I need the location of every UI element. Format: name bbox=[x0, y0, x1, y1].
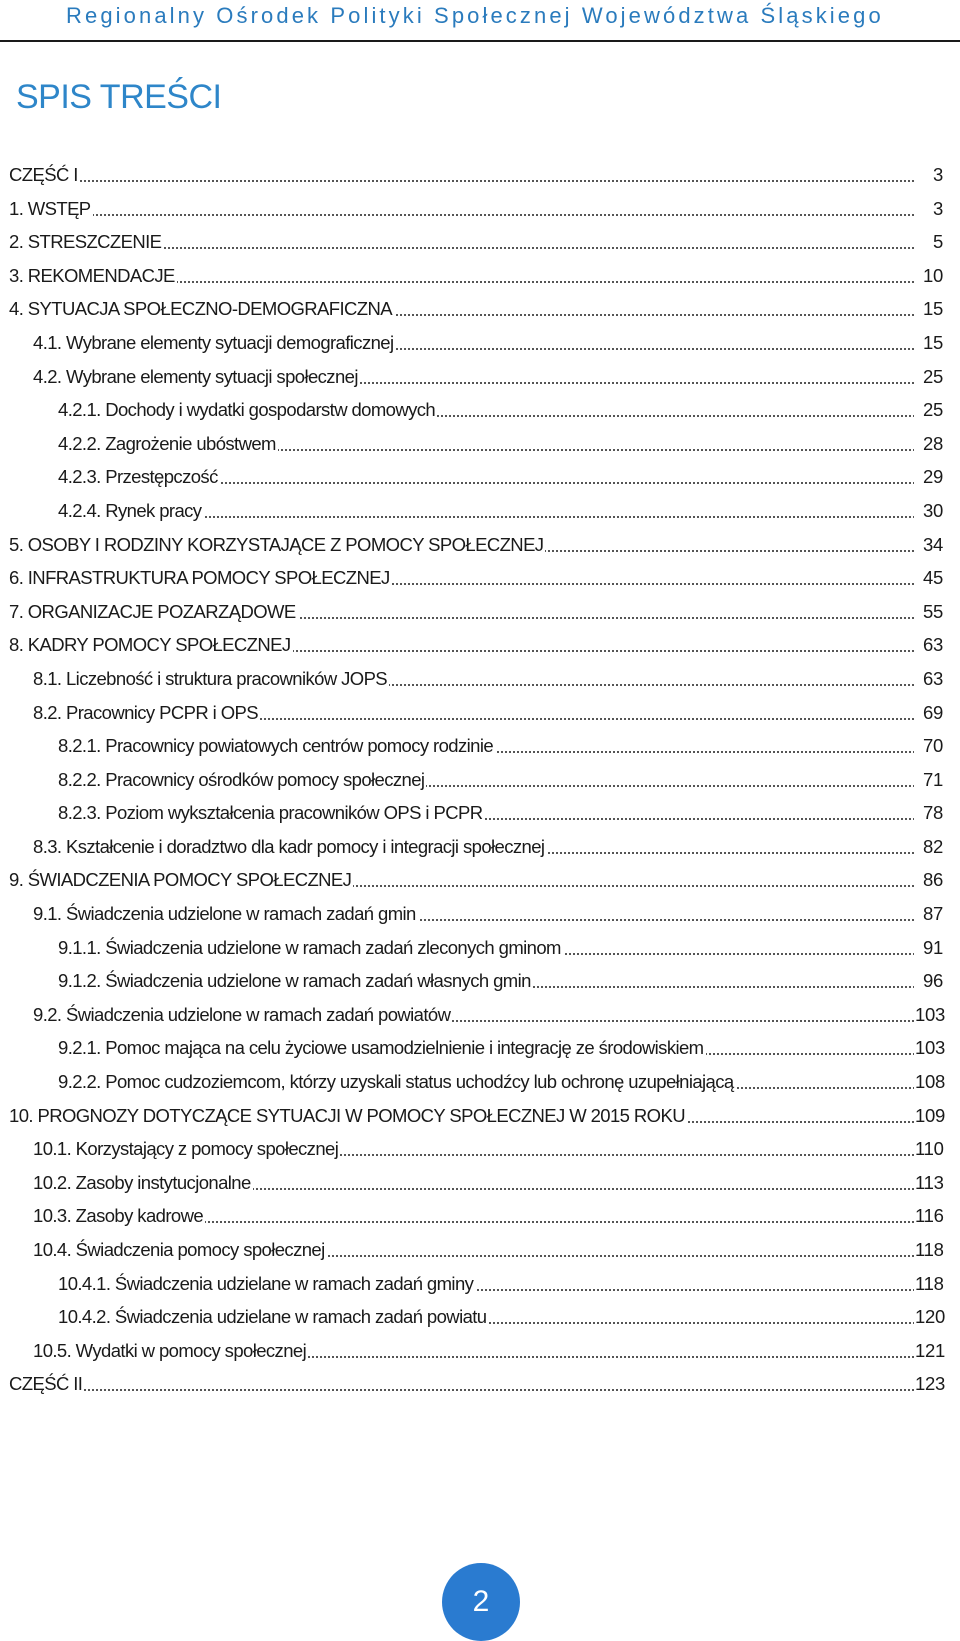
toc-entry[interactable] bbox=[0, 1166, 960, 1200]
toc-entry-label: 4.1. Wybrane elementy sytuacji demograficznej bbox=[33, 326, 396, 360]
toc-entry-label: 9.1.2. Świadczenia udzielone w ramach zadań własnych gmin bbox=[58, 964, 533, 998]
toc-entry-label: 10.4.1. Świadczenia udzielane w ramach zadań gminy bbox=[58, 1267, 475, 1301]
toc-entry-label: 4.2.4. Rynek pracy bbox=[58, 494, 203, 528]
toc-entry-page: 118 bbox=[914, 1233, 943, 1267]
toc-entry-label: 1. WSTĘP bbox=[9, 192, 93, 226]
toc-entry-page: 78 bbox=[914, 796, 943, 830]
toc-entry-page: 110 bbox=[914, 1132, 943, 1166]
toc-entry-page: 82 bbox=[914, 830, 943, 864]
toc-entry-page: 103 bbox=[914, 998, 943, 1032]
toc-entry[interactable] bbox=[0, 427, 960, 461]
toc-entry-page: 123 bbox=[914, 1367, 943, 1401]
toc-entry-label: 9. ŚWIADCZENIA POMOCY SPOŁECZNEJ bbox=[9, 863, 353, 897]
toc-entry-page: 87 bbox=[914, 897, 943, 931]
toc-entry[interactable] bbox=[0, 292, 960, 326]
toc-entry[interactable] bbox=[0, 696, 960, 730]
toc-entry-label: 4.2.2. Zagrożenie ubóstwem bbox=[58, 427, 278, 461]
table-of-contents bbox=[0, 158, 960, 1401]
toc-entry-page: 69 bbox=[914, 696, 943, 730]
toc-entry-label: 8.2.1. Pracownicy powiatowych centrów pomocy rodzinie bbox=[58, 729, 495, 763]
toc-entry[interactable] bbox=[0, 662, 960, 696]
toc-entry[interactable] bbox=[0, 964, 960, 998]
toc-entry-page: 63 bbox=[914, 662, 943, 696]
toc-entry-page: 71 bbox=[914, 763, 943, 797]
toc-entry[interactable] bbox=[0, 1367, 960, 1401]
toc-entry-label: 10.5. Wydatki w pomocy społecznej bbox=[33, 1334, 308, 1368]
toc-entry-page: 120 bbox=[914, 1300, 943, 1334]
toc-entry[interactable] bbox=[0, 1334, 960, 1368]
header-title: Regionalny Ośrodek Polityki Społecznej Województwa Śląskiego bbox=[66, 3, 884, 28]
toc-entry-label: 10. PROGNOZY DOTYCZĄCE SYTUACJI W POMOCY SPOŁECZNEJ W 2015 ROKU bbox=[9, 1099, 687, 1133]
toc-entry-label: 3. REKOMENDACJE bbox=[9, 259, 177, 293]
toc-entry-page: 63 bbox=[914, 628, 943, 662]
toc-entry-page: 28 bbox=[914, 427, 943, 461]
toc-entry[interactable] bbox=[0, 158, 960, 192]
toc-entry[interactable] bbox=[0, 561, 960, 595]
toc-entry-page: 86 bbox=[914, 863, 943, 897]
toc-entry[interactable] bbox=[0, 326, 960, 360]
toc-entry-label: 10.4.2. Świadczenia udzielane w ramach zadań powiatu bbox=[58, 1300, 489, 1334]
toc-entry-label: 4.2.3. Przestępczość bbox=[58, 460, 220, 494]
toc-entry[interactable] bbox=[0, 863, 960, 897]
dot-leader bbox=[9, 214, 918, 216]
toc-entry-page: 29 bbox=[914, 460, 943, 494]
toc-entry-label: 8.1. Liczebność i struktura pracowników JOPS bbox=[33, 662, 389, 696]
toc-entry-label: 4.2.1. Dochody i wydatki gospodarstw domowych bbox=[58, 393, 437, 427]
toc-entry[interactable] bbox=[0, 729, 960, 763]
toc-entry-label: 8. KADRY POMOCY SPOŁECZNEJ bbox=[9, 628, 293, 662]
toc-entry-label: 10.1. Korzystający z pomocy społecznej bbox=[33, 1132, 340, 1166]
toc-entry-page: 108 bbox=[914, 1065, 943, 1099]
toc-entry[interactable] bbox=[0, 830, 960, 864]
toc-entry[interactable] bbox=[0, 595, 960, 629]
toc-entry-page: 121 bbox=[914, 1334, 943, 1368]
toc-entry-label: 9.2.2. Pomoc cudzoziemcom, którzy uzyskali status uchodźcy lub ochronę uzupełniającą bbox=[58, 1065, 736, 1099]
toc-entry-label: 4.2. Wybrane elementy sytuacji społecznej bbox=[33, 360, 360, 394]
toc-entry[interactable] bbox=[0, 998, 960, 1032]
toc-entry-label: 4. SYTUACJA SPOŁECZNO-DEMOGRAFICZNA bbox=[9, 292, 394, 326]
toc-entry[interactable] bbox=[0, 1132, 960, 1166]
toc-entry-label: 5. OSOBY I RODZINY KORZYSTAJĄCE Z POMOCY SPOŁECZNEJ bbox=[9, 528, 545, 562]
page-header bbox=[0, 0, 960, 42]
toc-entry-label: 9.1. Świadczenia udzielone w ramach zadań gmin bbox=[33, 897, 418, 931]
toc-entry-page: 34 bbox=[914, 528, 943, 562]
toc-entry[interactable] bbox=[0, 931, 960, 965]
toc-entry[interactable] bbox=[0, 393, 960, 427]
dot-leader bbox=[9, 1389, 918, 1391]
toc-entry[interactable] bbox=[0, 897, 960, 931]
toc-entry-label: 10.4. Świadczenia pomocy społecznej bbox=[33, 1233, 327, 1267]
toc-entry-page: 25 bbox=[914, 360, 943, 394]
toc-entry[interactable] bbox=[0, 1233, 960, 1267]
toc-entry-page: 116 bbox=[914, 1199, 943, 1233]
toc-entry-page: 109 bbox=[914, 1099, 943, 1133]
toc-entry-page: 25 bbox=[914, 393, 943, 427]
toc-entry-label: 9.1.1. Świadczenia udzielone w ramach zadań zleconych gminom bbox=[58, 931, 563, 965]
toc-entry-label: 7. ORGANIZACJE POZARZĄDOWE bbox=[9, 595, 298, 629]
toc-entry-label: 8.3. Kształcenie i doradztwo dla kadr pomocy i integracji społecznej bbox=[33, 830, 546, 864]
toc-entry-label: 10.2. Zasoby instytucjonalne bbox=[33, 1166, 253, 1200]
toc-entry-page: 5 bbox=[914, 225, 943, 259]
toc-entry[interactable] bbox=[0, 1300, 960, 1334]
toc-entry-page: 113 bbox=[914, 1166, 943, 1200]
toc-entry-page: 45 bbox=[914, 561, 943, 595]
toc-entry[interactable] bbox=[0, 1267, 960, 1301]
toc-entry-label: 8.2.2. Pracownicy ośrodków pomocy społecznej bbox=[58, 763, 426, 797]
toc-entry-label: 10.3. Zasoby kadrowe bbox=[33, 1199, 205, 1233]
toc-entry[interactable] bbox=[0, 494, 960, 528]
toc-entry-page: 96 bbox=[914, 964, 943, 998]
toc-entry[interactable] bbox=[0, 259, 960, 293]
toc-entry-page: 3 bbox=[914, 158, 943, 192]
toc-entry-label: CZĘŚĆ II bbox=[9, 1367, 84, 1401]
page-number-badge: 2 bbox=[442, 1563, 520, 1641]
toc-entry[interactable] bbox=[0, 528, 960, 562]
toc-entry-page: 70 bbox=[914, 729, 943, 763]
toc-entry-label: 6. INFRASTRUKTURA POMOCY SPOŁECZNEJ bbox=[9, 561, 392, 595]
toc-entry[interactable] bbox=[0, 1099, 960, 1133]
toc-entry-label: 8.2.3. Poziom wykształcenia pracowników OPS i PCPR bbox=[58, 796, 484, 830]
toc-entry[interactable] bbox=[0, 225, 960, 259]
toc-entry[interactable] bbox=[0, 628, 960, 662]
toc-entry[interactable] bbox=[0, 1065, 960, 1099]
toc-entry[interactable] bbox=[0, 460, 960, 494]
toc-entry-label: CZĘŚĆ I bbox=[9, 158, 80, 192]
toc-entry-label: 2. STRESZCZENIE bbox=[9, 225, 163, 259]
toc-entry[interactable] bbox=[0, 1031, 960, 1065]
toc-entry-label: 8.2. Pracownicy PCPR i OPS bbox=[33, 696, 260, 730]
toc-entry-page: 118 bbox=[914, 1267, 943, 1301]
toc-entry-page: 91 bbox=[914, 931, 943, 965]
toc-entry-label: 9.2.1. Pomoc mająca na celu życiowe usamodzielnienie i integrację ze środowiskiem bbox=[58, 1031, 706, 1065]
dot-leader bbox=[9, 180, 918, 182]
toc-entry[interactable] bbox=[0, 763, 960, 797]
toc-entry[interactable] bbox=[0, 360, 960, 394]
toc-entry-page: 15 bbox=[914, 326, 943, 360]
toc-entry-page: 3 bbox=[914, 192, 943, 226]
toc-entry[interactable] bbox=[0, 192, 960, 226]
toc-entry-page: 55 bbox=[914, 595, 943, 629]
toc-entry-page: 30 bbox=[914, 494, 943, 528]
toc-entry-page: 103 bbox=[914, 1031, 943, 1065]
toc-heading: SPIS TREŚCI bbox=[16, 78, 222, 116]
toc-entry-page: 10 bbox=[914, 259, 943, 293]
toc-entry[interactable] bbox=[0, 1199, 960, 1233]
toc-entry-page: 15 bbox=[914, 292, 943, 326]
toc-entry[interactable] bbox=[0, 796, 960, 830]
toc-entry-label: 9.2. Świadczenia udzielone w ramach zadań powiatów bbox=[33, 998, 452, 1032]
